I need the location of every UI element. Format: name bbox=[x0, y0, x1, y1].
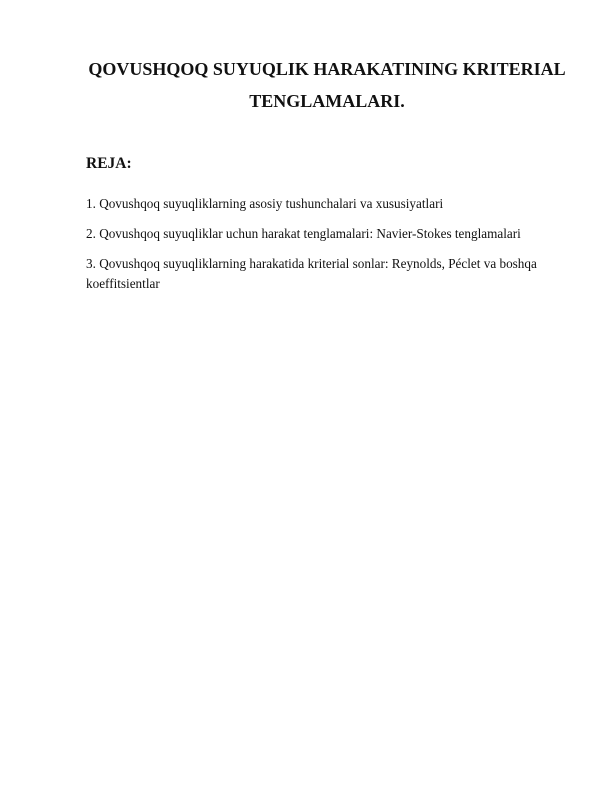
document-title-line-1: QOVUSHQOQ SUYUQLIK HARAKATINING KRITERIAL bbox=[88, 59, 566, 79]
plan-item-3: 3. Qovushqoq suyuqliklarning harakatida kriterial sonlar: Reynolds, Péclet va boshqa koeffitsientlar bbox=[86, 256, 537, 291]
document-title-line-2: TENGLAMALARI. bbox=[249, 91, 405, 111]
plan-item-1: 1. Qovushqoq suyuqliklarning asosiy tushunchalari va xususiyatlari bbox=[86, 196, 444, 211]
plan-list bbox=[86, 194, 566, 304]
plan-heading: REJA: bbox=[86, 155, 132, 172]
plan-item-2: 2. Qovushqoq suyuqliklar uchun harakat tenglamalari: Navier-Stokes tenglamalari bbox=[86, 226, 521, 241]
